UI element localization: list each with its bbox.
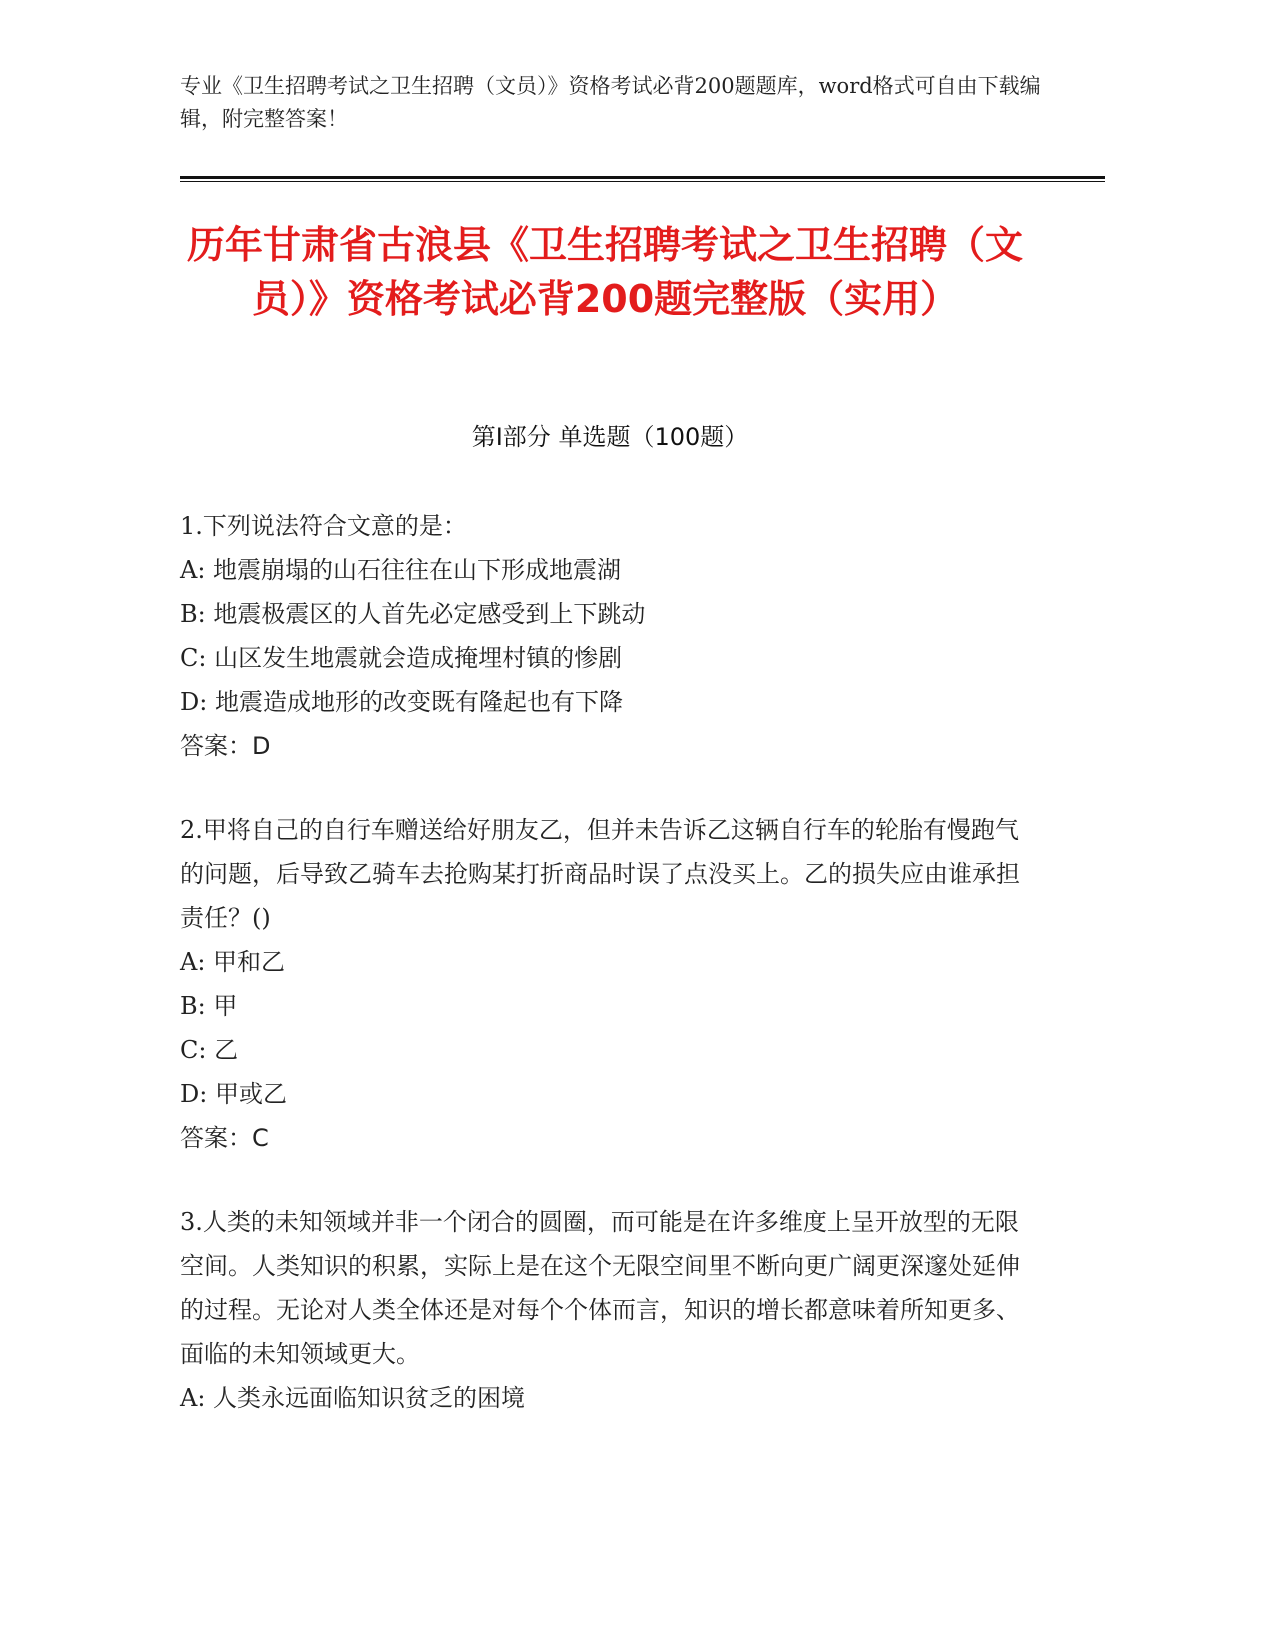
answer: 答案：C	[180, 1124, 269, 1152]
header-note: 专业《卫生招聘考试之卫生招聘（文员）》资格考试必背200题题库，word格式可自由下载编辑，附完整答案！	[180, 74, 1041, 131]
document-title: 历年甘肃省古浪县《卫生招聘考试之卫生招聘（文员）》资格考试必背200题完整版（实用）	[186, 223, 1023, 321]
question-stem: 3.人类的未知领域并非一个闭合的圆圈，而可能是在许多维度上呈开放型的无限空间。人类知识的积累，实际上是在这个无限空间里不断向更广阔更深邃处延伸的过程。无论对人类全体还是对每个个体而言，知识的增长都意味着所知更多、面临的未知领域更大。	[180, 1208, 1020, 1368]
question-stem: 1.下列说法符合文意的是：	[180, 512, 467, 540]
question-2	[180, 808, 1020, 1160]
option-c: C: 山区发生地震就会造成掩埋村镇的惨剧	[180, 644, 623, 672]
option-a: A: 甲和乙	[180, 948, 286, 976]
header-divider-thin	[180, 181, 1105, 182]
option-a: A: 人类永远面临知识贫乏的困境	[180, 1384, 526, 1412]
header-divider-thick	[180, 176, 1105, 179]
question-3	[180, 1200, 1020, 1420]
option-b: B: 甲	[180, 992, 238, 1020]
section-heading: 第Ⅰ部分 单选题（100题）	[471, 423, 749, 451]
question-1	[180, 504, 1020, 768]
option-c: C: 乙	[180, 1036, 239, 1064]
option-b: B: 地震极震区的人首先必定感受到上下跳动	[180, 600, 646, 628]
option-a: A: 地震崩塌的山石往往在山下形成地震湖	[180, 556, 622, 584]
answer: 答案：D	[180, 732, 271, 760]
option-d: D: 地震造成地形的改变既有隆起也有下降	[180, 688, 623, 716]
question-stem: 2.甲将自己的自行车赠送给好朋友乙，但并未告诉乙这辆自行车的轮胎有慢跑气的问题，后导致乙骑车去抢购某打折商品时误了点没买上。乙的损失应由谁承担责任？()	[180, 816, 1020, 932]
option-d: D: 甲或乙	[180, 1080, 287, 1108]
